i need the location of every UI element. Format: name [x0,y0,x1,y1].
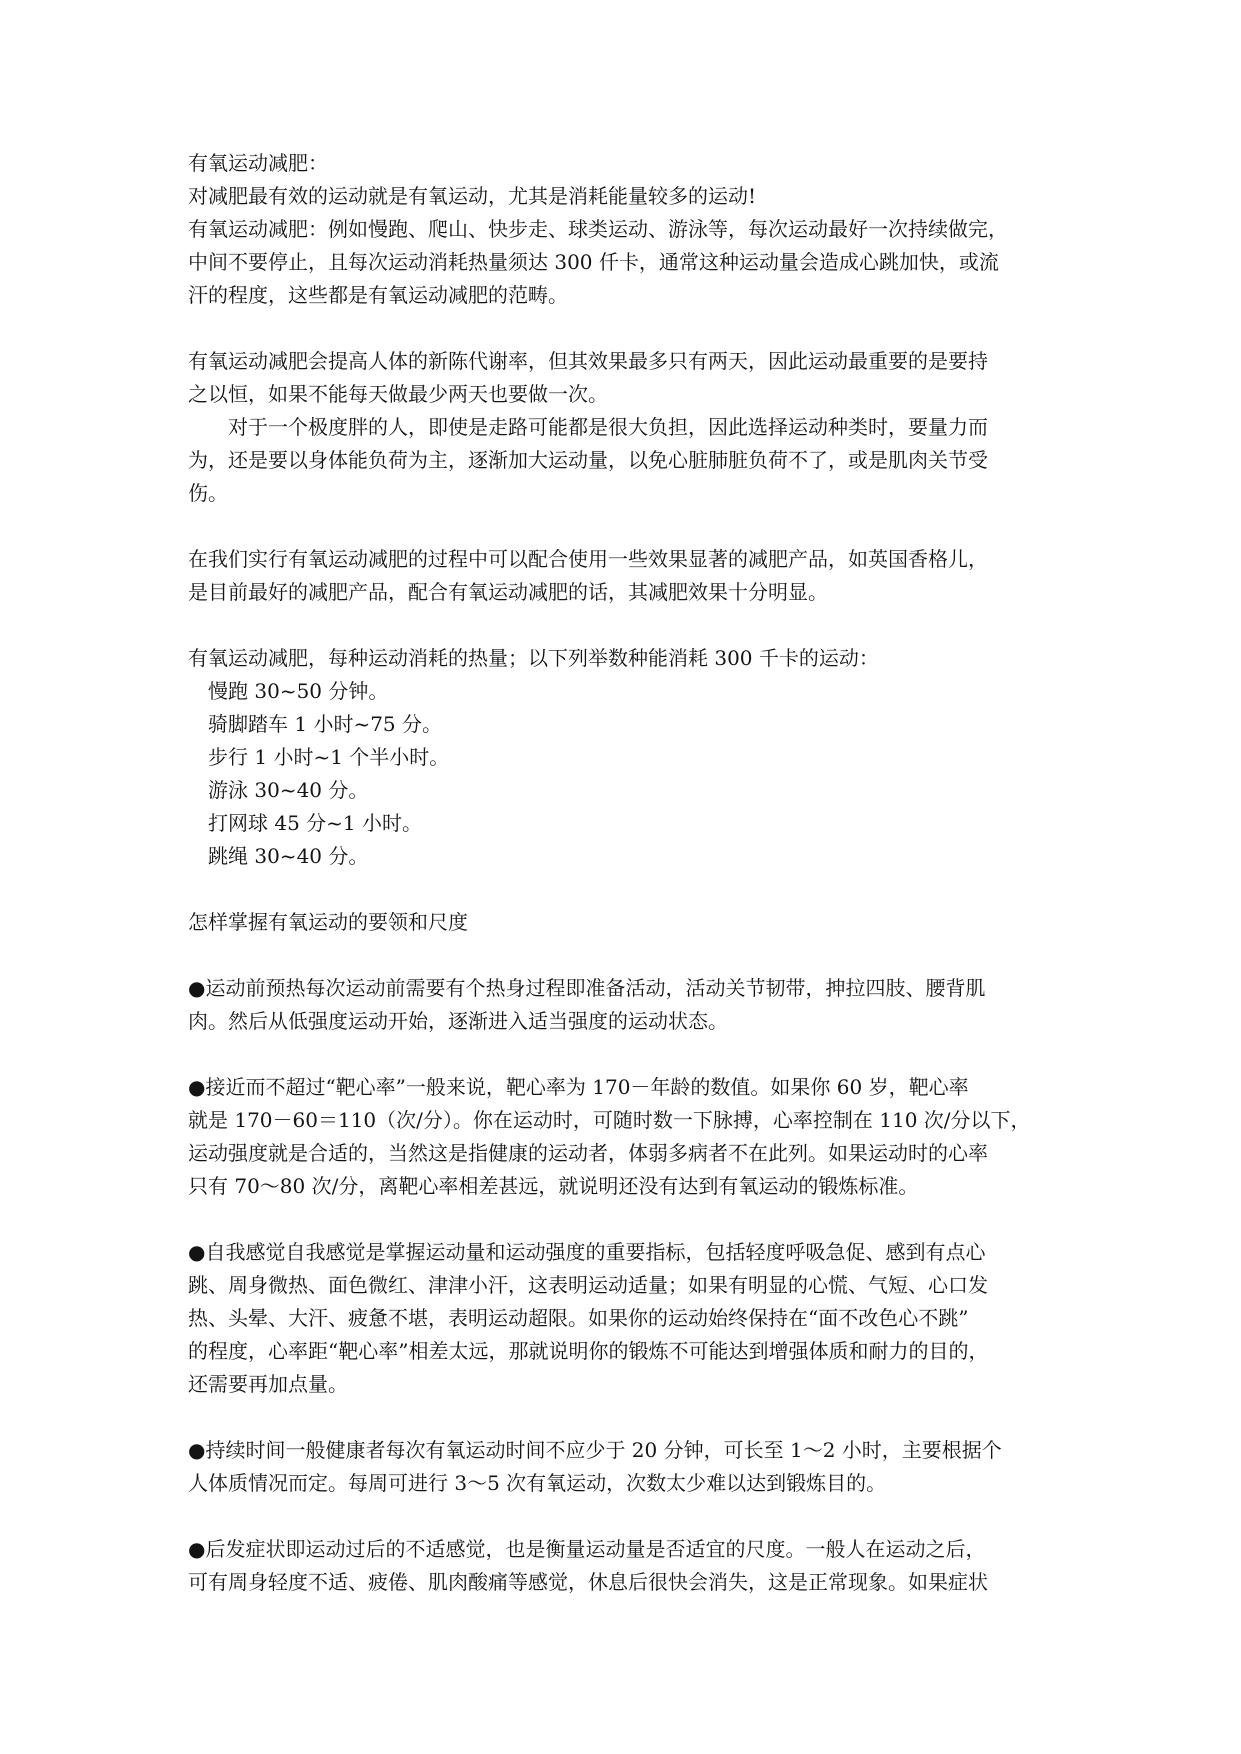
after-symptoms-paragraph [188,1533,1058,1599]
list-item: 步行 1 小时~1 个半小时。 [208,745,450,769]
metabolism-line: 之以恒，如果不能每天做最少两天也要做一次。 [188,382,608,406]
metabolism-line: 有氧运动减肥会提高人体的新陈代谢率，但其效果最多只有两天，因此运动最重要的是要持 [188,349,988,373]
obese-line: 为，还是要以身体能负荷为主，逐渐加大运动量，以免心脏肺脏负荷不了，或是肌肉关节受 [188,448,988,472]
paragraph-spacer [188,873,1058,906]
product-line: 是目前最好的减肥产品，配合有氧运动减肥的话，其减肥效果十分明显。 [188,580,828,604]
intro-line: 中间不要停止，且每次运动消耗热量须达 300 仟卡，通常这种运动量会造成心跳加快，或流 [188,250,999,274]
paragraph-spacer [188,1401,1058,1434]
paragraph-spacer [188,609,1058,642]
duration-paragraph [188,1434,1058,1500]
paragraph-spacer [188,510,1058,543]
duration-line: 人体质情况而定。每周可进行 3～5 次有氧运动，次数太少难以达到锻炼目的。 [188,1471,887,1495]
intro-line: 有氧运动减肥：例如慢跑、爬山、快步走、球类运动、游泳等，每次运动最好一次持续做完， [188,217,1008,241]
self-feel-line: 的程度，心率距“靶心率”相差太远，那就说明你的锻炼不可能达到增强体质和耐力的目的， [188,1339,989,1363]
metabolism-paragraph [188,345,1058,411]
duration-line: ●持续时间一般健康者每次有氧运动时间不应少于 20 分钟，可长至 1～2 小时，主要根据个 [188,1438,1002,1462]
self-feel-line: 还需要再加点量。 [188,1372,348,1396]
paragraph-spacer [188,1500,1058,1533]
product-line: 在我们实行有氧运动减肥的过程中可以配合使用一些效果显著的减肥产品，如英国香格儿， [188,547,988,571]
warmup-paragraph [188,972,1058,1038]
paragraph-spacer [188,312,1058,345]
obese-paragraph [188,411,1058,510]
list-item: 骑脚踏车 1 小时~75 分。 [208,712,443,736]
self-feel-line: 跳、周身微热、面色微红、津津小汗，这表明运动适量；如果有明显的心慌、气短、心口发 [188,1273,988,1297]
self-feel-line: ●自我感觉自我感觉是掌握运动量和运动强度的重要指标，包括轻度呼吸急促、感到有点心 [188,1240,986,1264]
target-rate-line: 运动强度就是合适的，当然这是指健康的运动者，体弱多病者不在此列。如果运动时的心率 [188,1141,988,1165]
self-feel-paragraph [188,1236,1058,1401]
after-symptoms-line: ●后发症状即运动过后的不适感觉，也是衡量运动量是否适宜的尺度。一般人在运动之后， [188,1537,986,1561]
intro-line: 汗的程度，这些都是有氧运动减肥的范畴。 [188,283,568,307]
warmup-line: ●运动前预热每次运动前需要有个热身过程即准备活动，活动关节韧带，抻拉四肢、腰背肌 [188,976,986,1000]
intro-line: 对减肥最有效的运动就是有氧运动，尤其是消耗能量较多的运动! [188,184,757,208]
calories-list [188,675,1058,873]
obese-line: 伤。 [188,481,228,505]
target-rate-paragraph [188,1071,1058,1203]
target-rate-line: 只有 70～80 次/分，离靶心率相差甚远，就说明还没有达到有氧运动的锻炼标准。 [188,1174,919,1198]
after-symptoms-line: 可有周身轻度不适、疲倦、肌肉酸痛等感觉，休息后很快会消失，这是正常现象。如果症状 [188,1570,988,1594]
section-heading: 怎样掌握有氧运动的要领和尺度 [188,910,468,934]
document-page [188,147,1058,1599]
paragraph-spacer [188,1038,1058,1071]
target-rate-line: 就是 170－60＝110（次/分）。你在运动时，可随时数一下脉搏，心率控制在 110 次/分以下， [188,1108,1031,1132]
intro-paragraph [188,180,1058,312]
product-paragraph [188,543,1058,609]
paragraph-spacer [188,1203,1058,1236]
list-item: 打网球 45 分~1 小时。 [208,811,423,835]
list-item: 慢跑 30~50 分钟。 [208,679,389,703]
list-item: 游泳 30~40 分。 [208,778,369,802]
document-title: 有氧运动减肥： [188,151,328,175]
warmup-line: 肉。然后从低强度运动开始，逐渐进入适当强度的运动状态。 [188,1009,728,1033]
calories-intro: 有氧运动减肥，每种运动消耗的热量；以下列举数种能消耗 300 千卡的运动： [188,646,879,670]
list-item: 跳绳 30~40 分。 [208,844,369,868]
target-rate-line: ●接近而不超过“靶心率”一般来说，靶心率为 170－年龄的数值。如果你 60 岁，靶心率 [188,1075,969,1099]
paragraph-spacer [188,939,1058,972]
self-feel-line: 热、头晕、大汗、疲惫不堪，表明运动超限。如果你的运动始终保持在“面不改色心不跳” [188,1306,969,1330]
obese-line: 对于一个极度胖的人，即使是走路可能都是很大负担，因此选择运动种类时，要量力而 [228,415,988,439]
